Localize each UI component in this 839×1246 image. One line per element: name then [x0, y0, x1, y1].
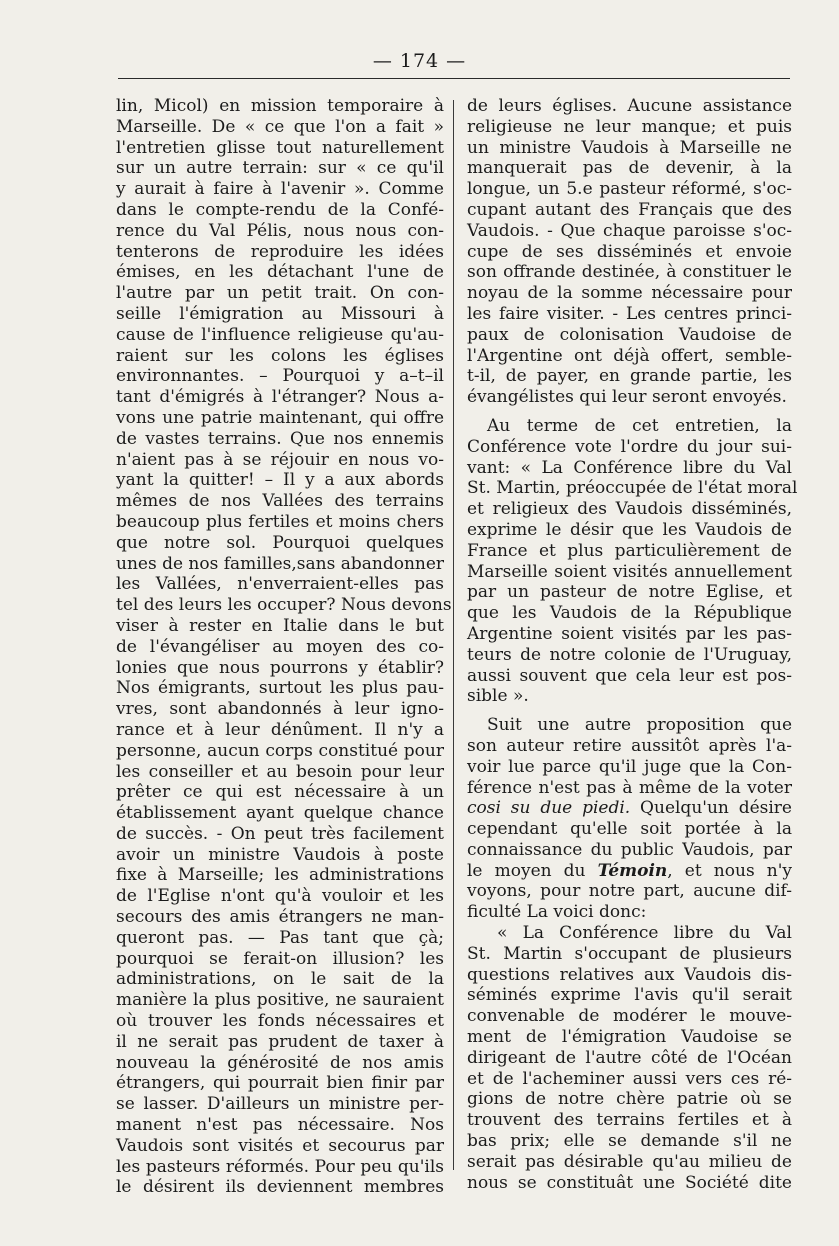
text-line: lin, Micol) en mission temporaire à [116, 96, 444, 116]
text-line: t-il, de payer, en grande partie, les [467, 366, 792, 387]
right-column [467, 96, 798, 1193]
paragraph-proposition [467, 715, 792, 923]
text-line: ment de l'émigration Vaudoise se [467, 1027, 792, 1048]
text-line: teurs de notre colonie de l'Uruguay, [467, 644, 792, 665]
text-line: Marseille. De « ce que l'on a fait » [116, 116, 444, 137]
text-line: manière la plus positive, ne sauraient [116, 990, 444, 1011]
text-line: administrations, on le sait de la [116, 969, 444, 990]
text-line: aussi souvent que cela leur est pos- [467, 665, 792, 686]
left-column [116, 96, 452, 1198]
text-line: sible ». [467, 686, 529, 707]
text-line: beaucoup plus fertiles et moins chers [116, 511, 444, 532]
text-line: le moyen du Témoin, et nous n'y [467, 860, 792, 881]
text-line: cupe de ses disséminés et envoie [467, 241, 792, 262]
text-line: cosi su due piedi. Quelqu'un désire [467, 798, 792, 819]
text-line: où trouver les fonds nécessaires et [116, 1011, 444, 1032]
text-line: secours des amis étrangers ne man- [116, 907, 444, 928]
text-line: son offrande destinée, à constituer le [467, 262, 792, 283]
text-line: tel des leurs les occuper? Nous devons [116, 595, 452, 616]
text-line: l'autre par un petit trait. On con- [116, 283, 444, 304]
text-line: raient sur les colons les églises [116, 345, 444, 366]
text-line: avoir un ministre Vaudois à poste [116, 844, 444, 865]
text-line: vons une patrie maintenant, qui offre [116, 407, 444, 428]
text-line: évangélistes qui leur seront envoyés. [467, 387, 787, 408]
text-line: Vaudois sont visités et secourus par [116, 1135, 444, 1156]
text-line: se lasser. D'ailleurs un ministre per- [116, 1094, 444, 1115]
text-line: par un pasteur de notre Eglise, et [467, 582, 792, 603]
text-line: St. Martin, préoccupée de l'état moral [467, 478, 798, 499]
text-line: séminés exprime l'avis qu'il serait [467, 985, 792, 1006]
paragraph-assistance [467, 96, 792, 408]
text-line: voyons, pour notre part, aucune dif- [467, 881, 792, 902]
text-line: Argentine soient visités par les pas- [467, 623, 792, 644]
text-line: trouvent des terrains fertiles et à [467, 1110, 792, 1131]
text-line: un ministre Vaudois à Marseille ne [467, 137, 792, 158]
text-line: viser à rester en Italie dans le but [116, 615, 444, 636]
text-line: questions relatives aux Vaudois dis- [467, 964, 792, 985]
text-line: de l'évangéliser au moyen des co- [116, 636, 444, 657]
journal-title: Témoin [597, 860, 668, 881]
header-rule [118, 78, 790, 79]
text-line: convenable de modérer le mouve- [467, 1006, 792, 1027]
text-line: émises, en les détachant l'une de [116, 262, 444, 283]
text-line: Conférence vote l'ordre du jour sui- [467, 436, 792, 457]
text-line: tant d'émigrés à l'étranger? Nous a- [116, 387, 444, 408]
text-line: longue, un 5.e pasteur réformé, s'oc- [467, 179, 792, 200]
text-line: manent n'est pas nécessaire. Nos [116, 1115, 444, 1136]
text-line: vant: « La Conférence libre du Val [467, 457, 792, 478]
text-line: pourquoi se ferait-on illusion? les [116, 948, 444, 969]
text-line: rance et à leur dénûment. Il n'y a [116, 719, 444, 740]
text-line: il ne serait pas prudent de taxer à [116, 1031, 444, 1052]
text-line: les pasteurs réformés. Pour peu qu'ils [116, 1156, 444, 1177]
text-line: férence n'est pas à même de la voter [467, 777, 792, 798]
text-line: cupant autant des Français que des [467, 199, 792, 220]
text-line: que notre sol. Pourquoi quelques [116, 532, 444, 553]
text-line: exprime le désir que les Vaudois de [467, 519, 792, 540]
italic-phrase: cosi su due piedi. [467, 798, 631, 819]
text-line: paux de colonisation Vaudoise de [467, 324, 792, 345]
text-line: St. Martin s'occupant de plusieurs [467, 943, 792, 964]
text-line: bas prix; elle se demande s'il ne [467, 1131, 792, 1152]
text-line: Au terme de cet entretien, la [487, 415, 792, 436]
text-line: cependant qu'elle soit portée à la [467, 819, 792, 840]
text-line: ficulté La voici donc: [467, 902, 647, 923]
text-line: vres, sont abandonnés à leur igno- [116, 699, 444, 720]
text-line: Marseille soient visités annuellement [467, 561, 792, 582]
text-line: yant la quitter! – Il y a aux abords [116, 470, 444, 491]
text-line: son auteur retire aussitôt après l'a- [467, 735, 792, 756]
text-line: dans le compte-rendu de la Confé- [116, 199, 444, 220]
paragraph-ordre-du-jour [467, 415, 798, 707]
text-line: rence du Val Pélis, nous nous con- [116, 220, 444, 241]
text-line: et religieux des Vaudois disséminés, [467, 499, 792, 520]
text-line: que les Vaudois de la République [467, 603, 792, 624]
text-line: le désirent ils deviennent membres [116, 1177, 444, 1198]
text-line: voir lue parce qu'il juge que la Con- [467, 756, 792, 777]
text-line: n'aient pas à se réjouir en nous vo- [116, 449, 444, 470]
text-line: connaissance du public Vaudois, par [467, 839, 792, 860]
text-line: « La Conférence libre du Val [497, 923, 792, 944]
text-line: établissement ayant quelque chance [116, 803, 444, 824]
text-line: les Vallées, n'enverraient-elles pas [116, 574, 444, 595]
paragraph-quotation [467, 923, 792, 1193]
text-line: France et plus particulièrement de [467, 540, 792, 561]
page-number: — 174 — [372, 50, 467, 72]
text-line: de succès. - On peut très facilement [116, 823, 444, 844]
text-line: sur un autre terrain: sur « ce qu'il [116, 158, 444, 179]
text-line: tenterons de reproduire les idées [116, 241, 444, 262]
text-line: queront pas. — Pas tant que çà; [116, 927, 444, 948]
text-line: prêter ce qui est nécessaire à un [116, 782, 444, 803]
text-line: personne, aucun corps constitué pour [116, 740, 444, 761]
text-line: cause de l'influence religieuse qu'au- [116, 324, 444, 345]
text-line: mêmes de nos Vallées des terrains [116, 491, 444, 512]
column-divider [453, 100, 454, 1170]
text-line: religieuse ne leur manque; et puis [467, 116, 792, 137]
text-line: noyau de la somme nécessaire pour [467, 283, 792, 304]
text-line: Nos émigrants, surtout les plus pau- [116, 678, 444, 699]
text-line: étrangers, qui pourrait bien finir par [116, 1073, 444, 1094]
text-line: les conseiller et au besoin pour leur [116, 761, 444, 782]
text-line: l'entretien glisse tout naturellement [116, 137, 444, 158]
text-line: seille l'émigration au Missouri à [116, 303, 444, 324]
text-line: lonies que nous pourrons y établir? [116, 657, 444, 678]
text-line: les faire visiter. - Les centres princi- [467, 303, 792, 324]
text-line: environnantes. – Pourquoi y a–t–il [116, 366, 444, 387]
text-line: de leurs églises. Aucune assistance [467, 96, 792, 116]
text-line: fixe à Marseille; les administrations [116, 865, 444, 886]
text-line: et de l'acheminer aussi vers ces ré- [467, 1068, 792, 1089]
text-line: manquerait pas de devenir, à la [467, 158, 792, 179]
text-line: gions de notre chère patrie où se [467, 1089, 792, 1110]
text-line: de vastes terrains. Que nos ennemis [116, 428, 444, 449]
text-line: y aurait à faire à l'avenir ». Comme [116, 179, 444, 200]
text-line: nous se constituât une Société dite [467, 1172, 792, 1193]
text-line: serait pas désirable qu'au milieu de [467, 1151, 792, 1172]
text-line: nouveau la générosité de nos amis [116, 1052, 444, 1073]
text-line: Suit une autre proposition que [487, 715, 792, 736]
text-line: dirigeant de l'autre côté de l'Océan [467, 1047, 792, 1068]
text-line: l'Argentine ont déjà offert, semble- [467, 345, 792, 366]
text-line: unes de nos familles,sans abandonner [116, 553, 445, 574]
text-line: de l'Eglise n'ont qu'à vouloir et les [116, 886, 444, 907]
text-line: Vaudois. - Que chaque paroisse s'oc- [467, 220, 792, 241]
